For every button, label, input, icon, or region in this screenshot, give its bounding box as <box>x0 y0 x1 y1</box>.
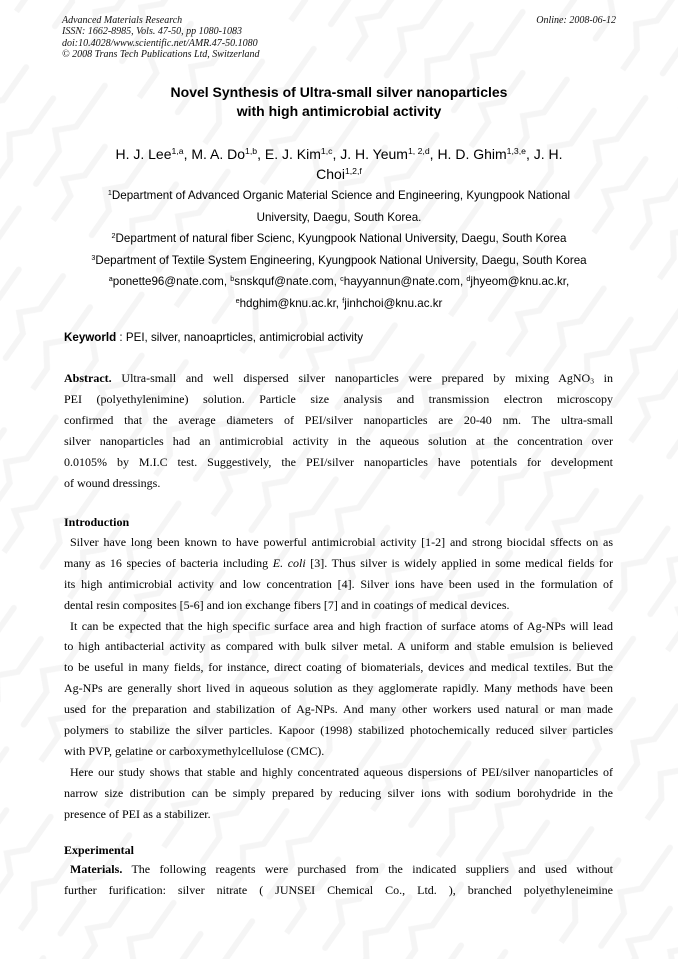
intro-line: dental resin composites [5-6] and ion exchange fibers [7] and in coatings of medical devices. <box>64 597 510 612</box>
author-name: H. D. Ghim <box>437 146 507 162</box>
keyword-text: : PEI, silver, nanoaprticles, antimicrobial activity <box>119 331 363 344</box>
email-sup: f <box>342 295 345 305</box>
affiliation-1-cont: University, Daegu, South Korea. <box>256 210 422 224</box>
abstract-line: silver nanoparticles had an antimicrobial activity in the aqueous solution at the concentration over <box>64 434 613 448</box>
experimental-body <box>64 859 613 901</box>
title-line-1: Novel Synthesis of Ultra-small silver nanoparticles <box>170 84 508 100</box>
author-list <box>0 144 678 184</box>
experimental-line: further furification: silver nitrate ( JUNSEI Chemical Co., Ltd. ), branched polyethyleneimine <box>64 883 613 897</box>
author-sup: 1,3,e <box>506 146 526 157</box>
email-line-2 <box>0 293 678 315</box>
copyright-line: © 2008 Trans Tech Publications Ltd, Switzerland <box>62 48 260 60</box>
intro-line: to be useful in many fields, for instance, direct coating of biomaterials, devices and medical textiles. But the <box>64 660 613 675</box>
intro-text: [3]. Thus silver is widely applied in some medical fields for <box>305 555 613 570</box>
affiliation-sup: 3 <box>91 252 96 262</box>
section-heading-experimental: Experimental <box>64 843 134 857</box>
author-line-1: H. J. Lee$^{1,a}$, M. A. Do$^{1,b}$, E. J. Kim$^{1,c}$, J. H. Yeum$^{1, 2,d}$, H. D. Ghim$^{1,3,e}$, J. H. <box>115 146 563 162</box>
keywords <box>64 331 363 344</box>
intro-line: to high antibacterial activity as compared with bulk silver metal. A uniform and stable emulsion is believed <box>64 639 613 654</box>
experimental-line <box>64 859 613 880</box>
intro-line: It can be expected that the high specific surface area and high fraction of surface atoms of Ag-NPs will lead <box>70 618 613 633</box>
author-sup: 1,2,f <box>344 166 362 177</box>
author-name: M. A. Do <box>191 146 246 162</box>
email-line-1 <box>0 271 678 293</box>
abstract-line <box>64 368 613 389</box>
experimental-text: The following reagents were purchased from the indicated suppliers and used without <box>131 862 613 876</box>
affiliation-text: Department of Textile System Engineering, Kyungpook National University, Daegu, South Korea <box>95 253 587 267</box>
intro-line: with PVP, gelatine or carboxymethylcellulose (CMC). <box>64 743 325 758</box>
online-date: Online: 2008-06-12 <box>536 15 616 26</box>
email-link[interactable]: jhyeom@knu.ac.kr, <box>470 275 570 288</box>
abstract-line: of wound dressings. <box>64 476 161 490</box>
intro-line: its high antimicrobial activity and low concentration [4]. Silver ions have been used in the formulation of <box>64 576 613 591</box>
author-name: Choi <box>316 166 345 182</box>
paper-title <box>0 83 678 121</box>
intro-line <box>64 553 613 574</box>
affiliation-1 <box>0 185 678 207</box>
email-link[interactable]: ponette96@nate.com, <box>112 275 228 288</box>
intro-line: Ag-NPs are generally short lived in aqueous solution as they agglomerate rapidly. Many methods have been <box>64 681 613 696</box>
journal-header <box>62 15 260 60</box>
title-line-2: with high antimicrobial activity <box>236 103 442 119</box>
keyword-label: Keyworld <box>64 331 117 344</box>
abstract-text: Ultra-small and well dispersed silver nanoparticles were prepared by mixing AgNO <box>121 371 591 385</box>
abstract-label: Abstract. <box>64 371 112 385</box>
email-sup: d <box>466 274 471 284</box>
affiliation-3 <box>0 250 678 272</box>
abstract <box>64 368 613 494</box>
species-name: E. coli <box>272 555 306 570</box>
section-heading-introduction: Introduction <box>64 515 130 529</box>
email-link[interactable]: hayyannun@nate.com, <box>343 275 464 288</box>
author-sup: 1,a <box>171 146 184 157</box>
intro-line: narrow size distribution can be simply prepared by reducing silver ions with sodium borohydride in the <box>64 785 613 800</box>
introduction-body <box>64 532 613 824</box>
doi-line: doi:10.4028/www.scientific.net/AMR.47-50.1080 <box>62 37 258 49</box>
abstract-line: 0.0105% by M.I.C test. Suggestively, the PEI/silver nanoparticles have potentials for development <box>64 455 613 469</box>
email-sup: c <box>340 274 344 284</box>
subscript: 3 <box>590 376 594 386</box>
email-sup: a <box>108 274 113 284</box>
author-name: E. J. Kim <box>264 146 321 162</box>
intro-line: Silver have long been known to have powerful antimicrobial activity [1-2] and strong biocidal sffects on as <box>70 535 613 549</box>
author-sup: 1,c <box>320 146 333 157</box>
affiliations <box>0 185 678 314</box>
affiliation-text: Department of Advanced Organic Material Science and Engineering, Kyungpook National <box>111 189 571 202</box>
intro-line: used for the preparation and stabilization of Ag-NPs. And many other workers used natural or man made <box>64 702 613 717</box>
abstract-text: in <box>593 371 613 385</box>
author-name: J. H. Yeum <box>340 146 408 162</box>
issn-line: ISSN: 1662-8985, Vols. 47-50, pp 1080-1083 <box>62 26 242 38</box>
affiliation-2 <box>0 228 678 250</box>
email-link[interactable]: jinhchoi@knu.ac.kr <box>344 296 443 310</box>
affiliation-text: Department of natural fiber Scienc, Kyungpook National University, Daegu, South Korea <box>115 232 567 245</box>
email-link[interactable]: snskquf@nate.com, <box>234 275 337 288</box>
email-sup: e <box>235 295 240 305</box>
intro-text: many as 16 species of bacteria including <box>64 555 273 570</box>
author-name: J. H. <box>533 146 563 162</box>
email-link[interactable]: hdghim@knu.ac.kr, <box>239 296 340 310</box>
abstract-line: confirmed that the average diameters of PEI/silver nanoparticles are 20-40 nm. The ultra-small <box>64 413 613 427</box>
author-line-2 <box>0 164 678 184</box>
intro-line: polymers to stabilize the silver particles. Kapoor (1998) stabilized photochemically reduced silver particles <box>64 723 613 738</box>
journal-name: Advanced Materials Research <box>62 15 183 26</box>
intro-line: presence of PEI as a stabilizer. <box>64 806 211 821</box>
author-sup: 1,b <box>245 146 258 157</box>
affiliation-sup: 1 <box>107 188 112 198</box>
email-sup: b <box>230 274 235 284</box>
intro-line: Here our study shows that stable and highly concentrated aqueous dispersions of PEI/silver nanoparticles of <box>70 764 613 779</box>
abstract-line: PEI (polyethylenimine) solution. Particle size analysis and transmission electron microscopy <box>64 392 613 406</box>
author-name: H. J. Lee <box>115 146 172 162</box>
affiliation-sup: 2 <box>111 231 116 241</box>
author-sup: 1, 2,d <box>407 146 430 157</box>
materials-label: Materials. <box>70 862 123 876</box>
